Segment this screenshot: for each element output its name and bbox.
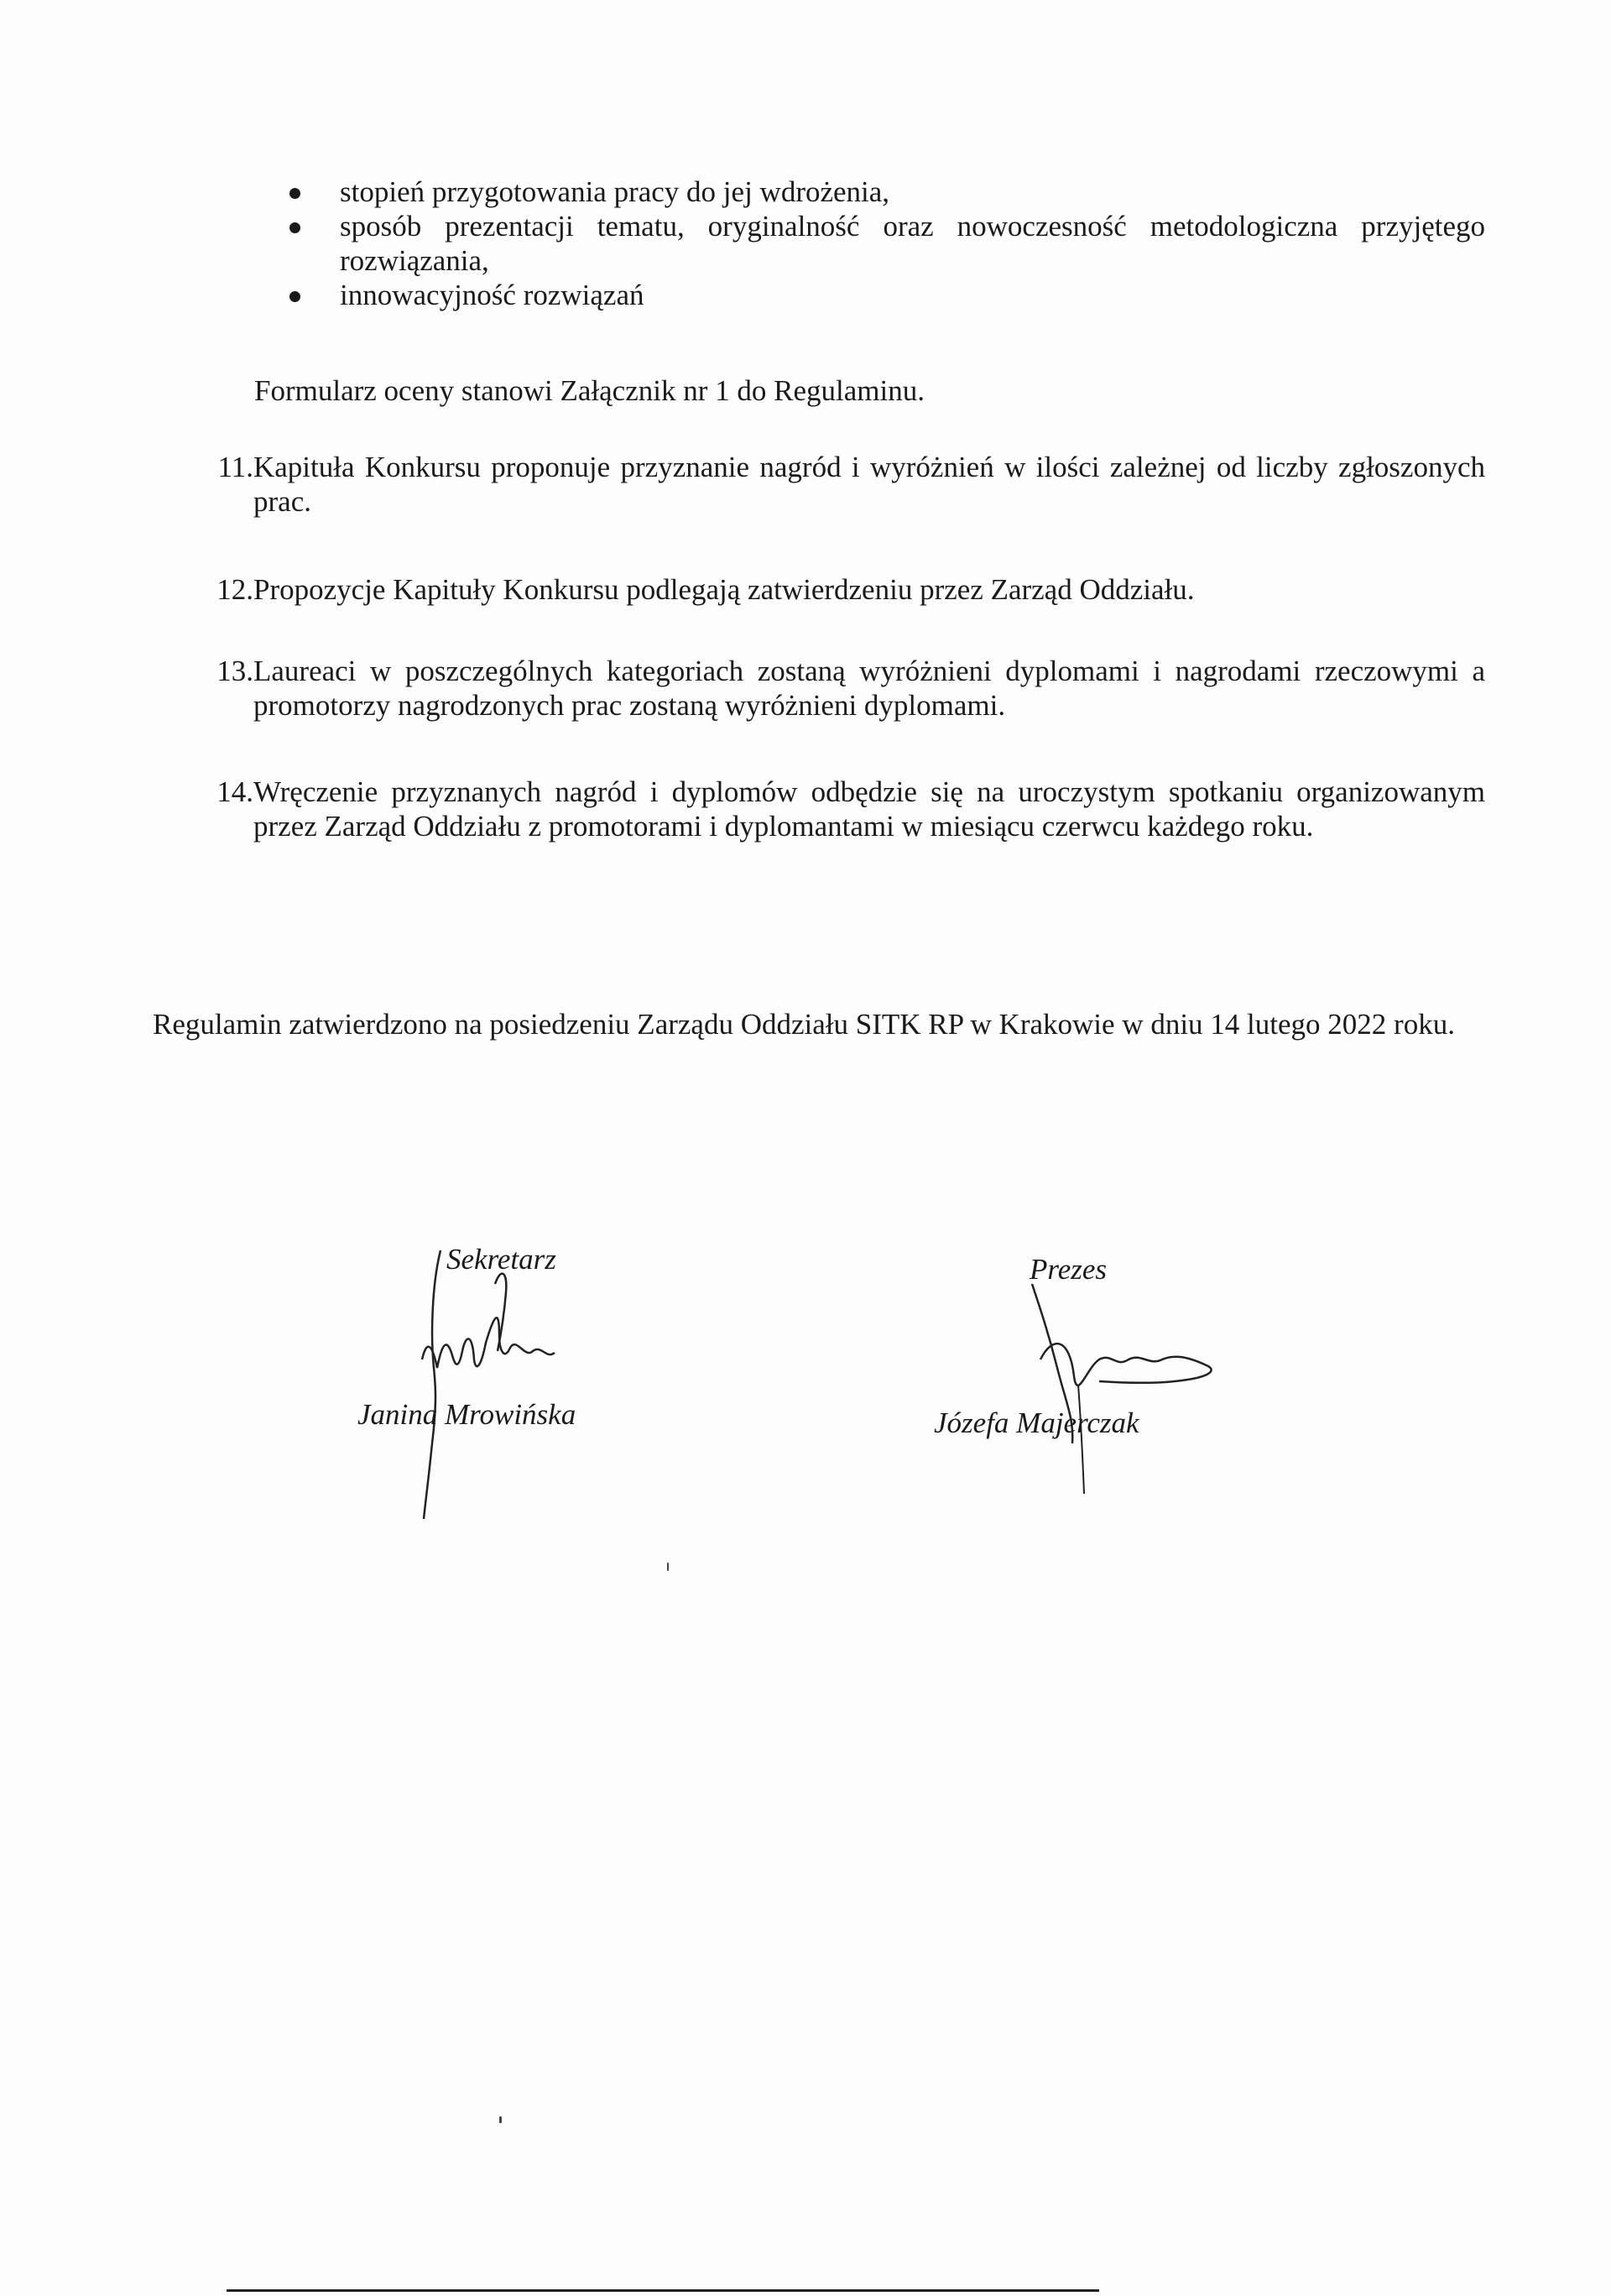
approval-statement: Regulamin zatwierdzono na posiedzeniu Zarządu Oddziału SITK RP w Krakowie w dniu 14 lutego 2022 roku. (153, 1008, 1455, 1041)
item-number: 11. (217, 451, 253, 483)
numbered-item (193, 450, 1485, 519)
bullet-dot-icon (289, 222, 300, 233)
item-number: 14. (216, 775, 253, 808)
secretary-name: Janina Mrowińska (357, 1398, 576, 1431)
president-signature-icon (1007, 1276, 1259, 1511)
president-role-label: Prezes (1030, 1253, 1108, 1286)
criteria-item (289, 278, 1485, 312)
criteria-text: innowacyjność rozwiązań (340, 279, 644, 311)
criteria-list (289, 175, 1485, 312)
evaluation-form-note: Formularz oceny stanowi Załącznik nr 1 do Regulaminu. (254, 374, 925, 407)
item-text: Wręczenie przyznanych nagród i dyplomów odbędzie się na uroczystym spotkaniu organizowanym przez Zarząd Oddziału z promotorami i dyplomantami w miesiącu czerwcu każdego roku. (253, 775, 1485, 843)
bullet-dot-icon (289, 291, 300, 302)
president-name: Józefa Majerczak (934, 1406, 1139, 1439)
criteria-text: stopień przygotowania pracy do jej wdrożenia, (340, 175, 890, 208)
item-number: 13. (216, 655, 253, 687)
item-text: Laureaci w poszczególnych kategoriach zostaną wyróżnieni dyplomami i nagrodami rzeczowymi a promotorzy nagrodzonych prac zostaną wyróżnieni dyplomami. (253, 655, 1485, 722)
secretary-signature-icon (382, 1234, 633, 1527)
scan-speck (667, 1563, 669, 1571)
bottom-rule (227, 2289, 1099, 2292)
item-text: Kapituła Konkursu proponuje przyznanie nagród i wyróżnień w ilości zależnej od liczby zgłoszonych prac. (253, 451, 1485, 518)
bullet-dot-icon (289, 188, 300, 199)
criteria-item (289, 175, 1485, 209)
scan-speck (499, 2116, 502, 2123)
secretary-role-label: Sekretarz (446, 1243, 556, 1276)
item-number: 12. (216, 573, 253, 606)
numbered-item (193, 654, 1485, 723)
numbered-item (193, 775, 1485, 843)
criteria-text: sposób prezentacji tematu, oryginalność oraz nowoczesność metodologiczna przyjętego rozwiązania, (340, 210, 1485, 277)
criteria-item (289, 209, 1485, 278)
numbered-item (193, 572, 1485, 607)
item-text: Propozycje Kapituły Konkursu podlegają zatwierdzeniu przez Zarząd Oddziału. (253, 573, 1195, 606)
